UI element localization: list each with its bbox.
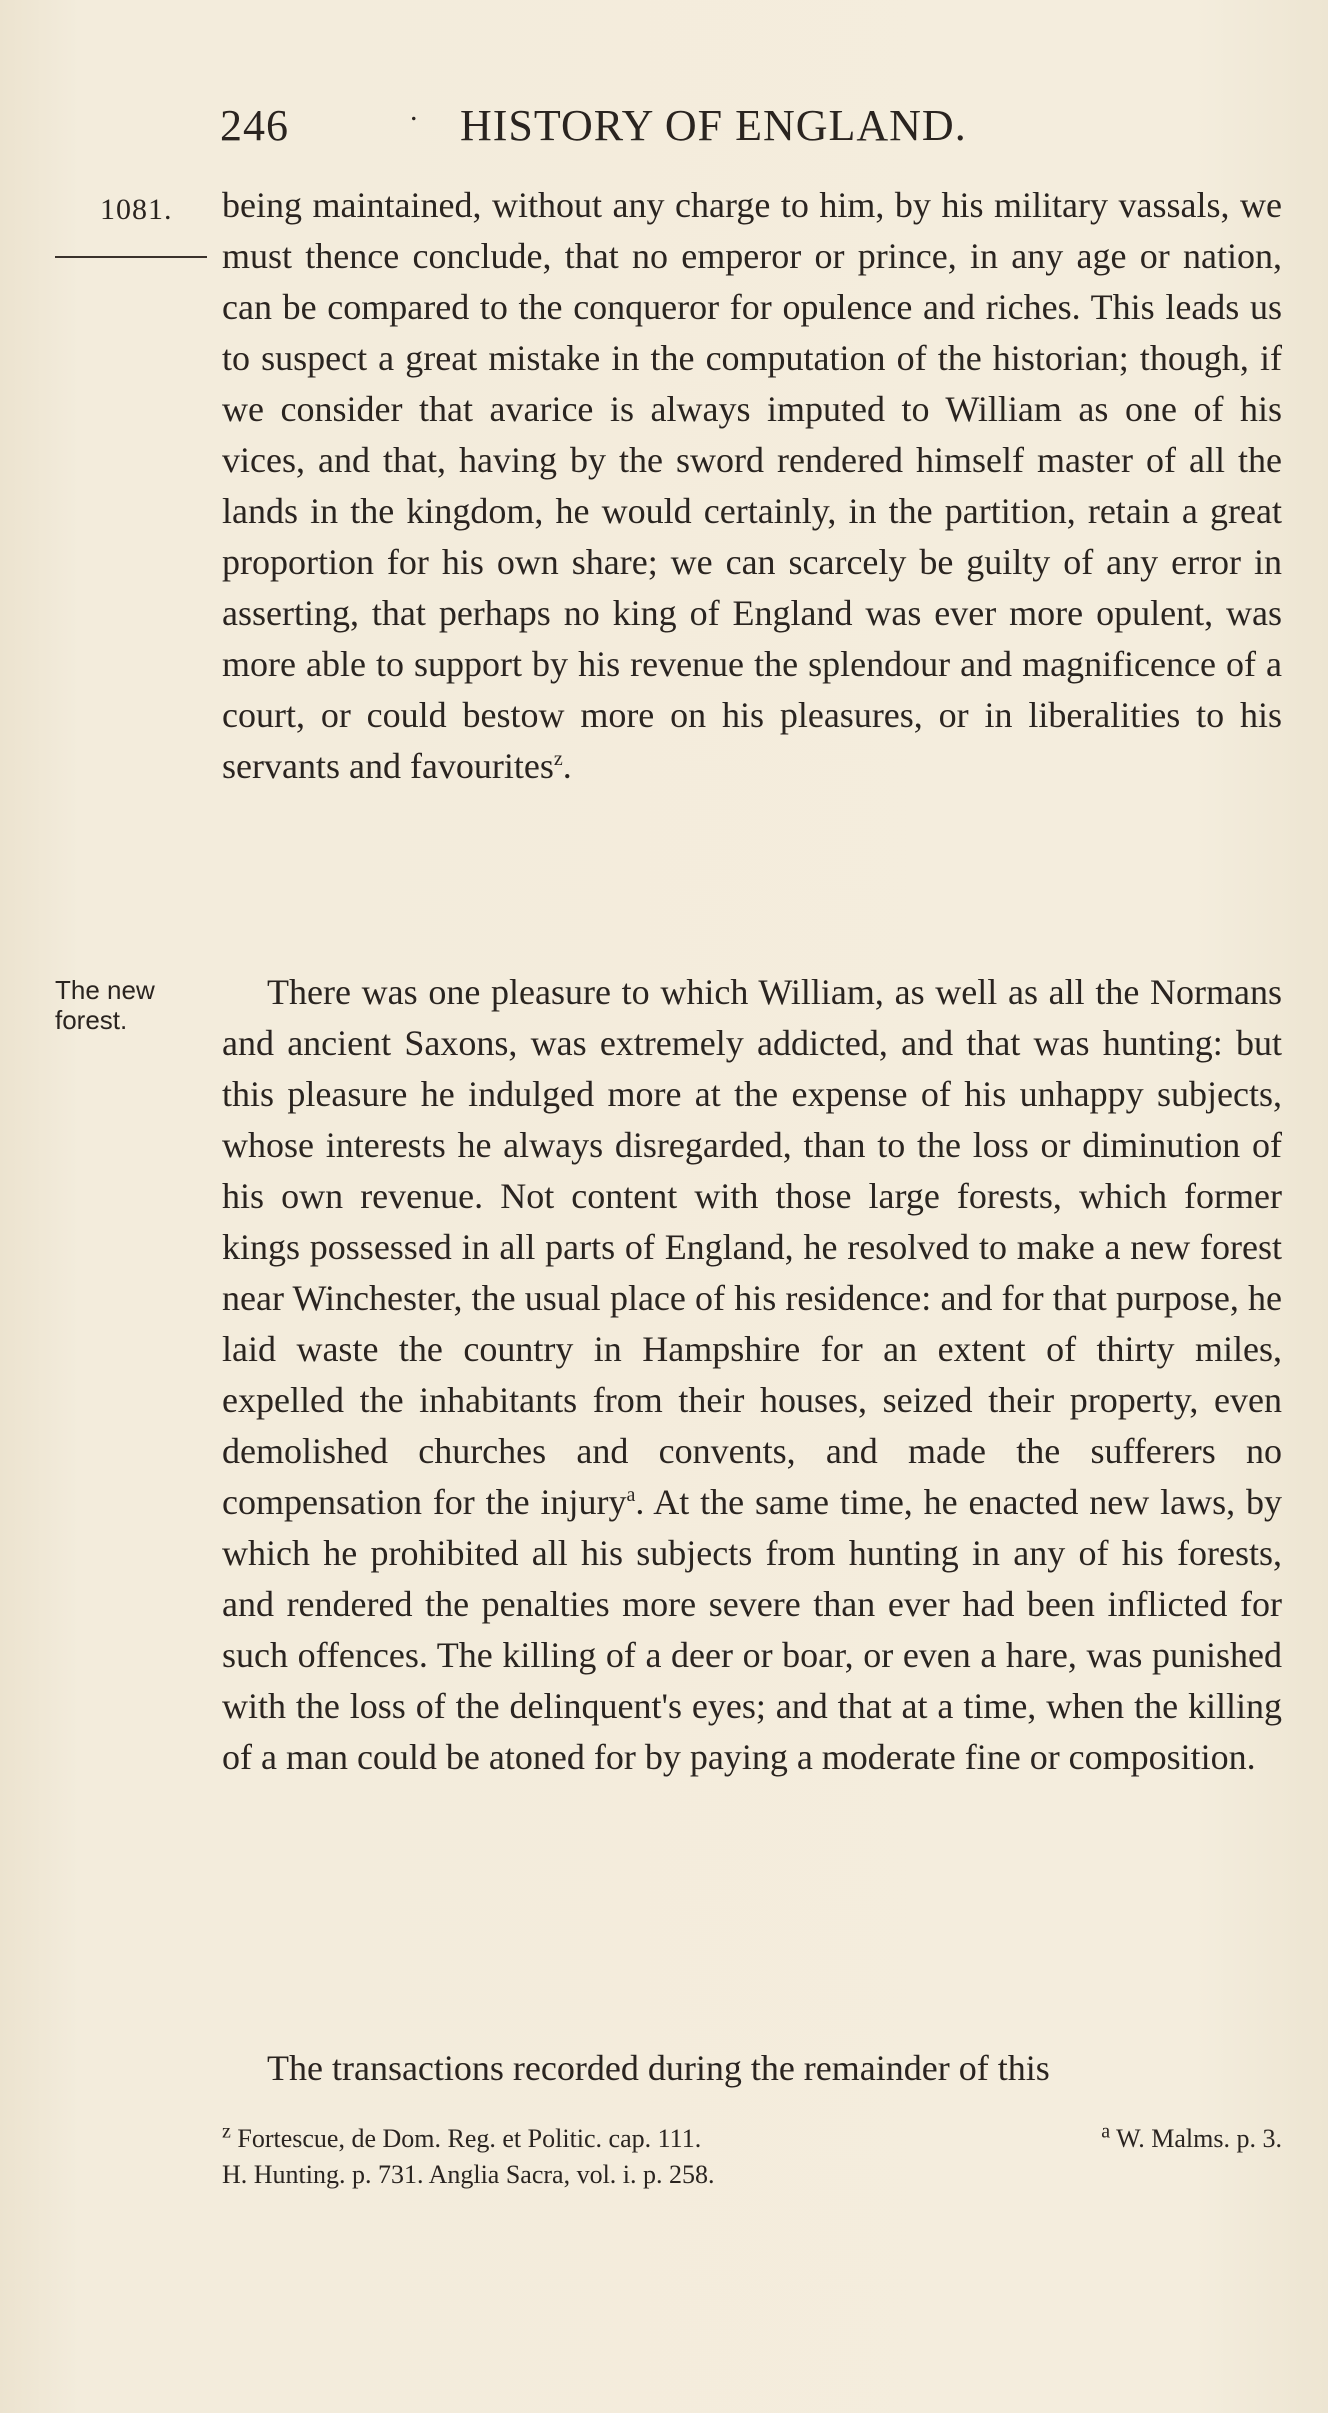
header-dot: . — [410, 94, 419, 127]
margin-year: 1081. — [100, 193, 173, 226]
paragraph-1-text: being maintained, without any charge to him, by his military vassals, we must thence conclude, that no emperor or prince, in any age or nation, can be compared to the conqueror for opulence and riches. This leads us to suspect a great mistake in the computation of the historian; though, if we consider that avarice is always imputed to William as one of his vices, and that, having by the sword rendered himself master of all the lands in the kingdom, he would certainly, in the partition, retain a great proportion for his own share; we can scarcely be guilty of any error in asserting, that perhaps no king of England was ever more opulent, was more able to support by his revenue the splendour and magnificence of a court, or could bestow more on his pleasures, or in liberalities to his servants and favourites — [222, 185, 1282, 786]
footnote-a — [1101, 2121, 1282, 2157]
footnote-line-2: H. Hunting. p. 731. Anglia Sacra, vol. i. p. 258. — [222, 2160, 715, 2189]
paragraph-2-text-b: . At the same time, he enacted new laws, by which he prohibited all his subjects from hunting in any of his forests, and rendered the penalties more severe than ever had been inflicted for such offences. The killing of a deer or boar, or even a hare, was punished with the loss of the delinquent's eyes; and that at a time, when the killing of a man could be atoned for by paying a moderate fine or composition. — [222, 1482, 1282, 1777]
paragraph-2-text-a: There was one pleasure to which William, as well as all the Normans and ancient Saxons, was extremely addicted, and that was hunting: but this pleasure he indulged more at the expense of his unhappy subjects, whose interests he always disregarded, than to the loss or diminution of his own revenue. Not content with those large forests, which former kings possessed in all parts of England, he resolved to make a new forest near Winchester, the usual place of his residence: and for that purpose, he laid waste the country in Hampshire for an extent of thirty miles, expelled the inhabitants from their houses, seized their property, even demolished churches and convents, and made the sufferers no compensation for the injury — [222, 972, 1282, 1522]
paragraph-3 — [222, 2043, 1282, 2094]
margin-note-line1: The new — [55, 975, 155, 1005]
footnotes — [222, 2121, 1282, 2193]
footnote-z-text: Fortescue, de Dom. Reg. et Politic. cap. 111. — [237, 2124, 702, 2153]
paragraph-2 — [222, 967, 1282, 1783]
footnote-z-mark: z — [222, 2120, 231, 2143]
paragraph-1-end: . — [562, 746, 572, 786]
paragraph-1 — [222, 180, 1282, 792]
footnote-z — [222, 2120, 702, 2153]
footnote-a-mark: a — [1101, 2120, 1111, 2143]
running-title: HISTORY OF ENGLAND. — [460, 101, 967, 150]
margin-note-line2: forest. — [55, 1005, 128, 1035]
paragraph-3-text: The transactions recorded during the remainder of this — [267, 2048, 1050, 2088]
footnote-line-1 — [222, 2121, 1282, 2157]
page-number: 246 — [220, 101, 289, 150]
running-header — [220, 94, 1050, 160]
footnote-a-text: W. Malms. p. 3. — [1116, 2124, 1282, 2153]
margin-note — [55, 975, 155, 1035]
year-rule — [55, 256, 207, 258]
footnote-ref-a: a — [626, 1484, 636, 1506]
footnote-ref-z: z — [553, 748, 563, 770]
